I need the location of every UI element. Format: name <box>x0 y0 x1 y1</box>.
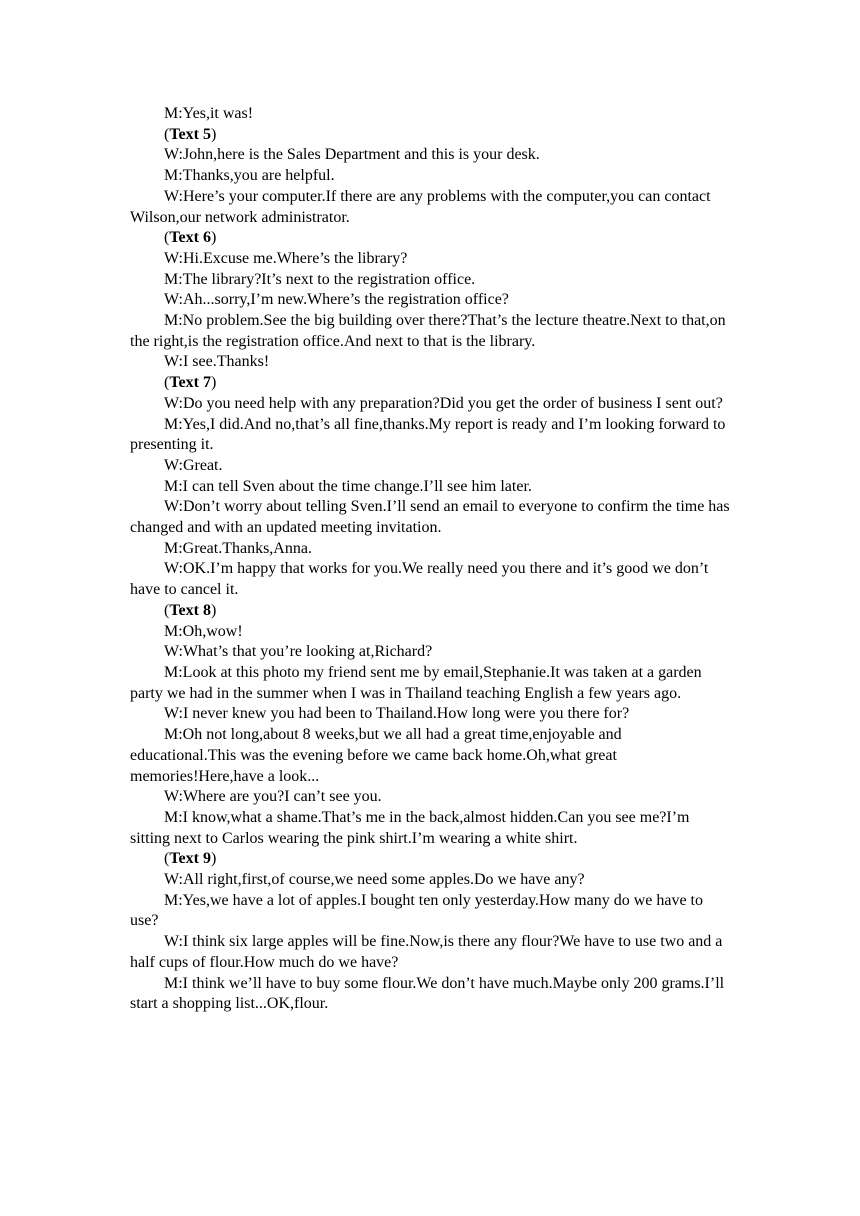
dialogue-line: W:Where are you?I can’t see you. <box>164 788 382 806</box>
dialogue-line: M:I think we’ll have to buy some flour.We don’t have much.Maybe only 200 grams.I’ll start a shopping list...OK,flour. <box>130 974 725 1013</box>
dialogue-line: M:Yes,we have a lot of apples.I bought ten only yesterday.How many do we have to use? <box>130 891 703 930</box>
dialogue-line: W:I never knew you had been to Thailand.How long were you there for? <box>164 705 630 723</box>
heading-label: Text 9 <box>169 850 211 868</box>
dialogue-line: M:No problem.See the big building over there?That’s the lecture theatre.Next to that,on the right,is the registration office.And next to that is the library. <box>130 312 726 350</box>
heading-label: Text 5 <box>169 125 211 143</box>
dialogue-line: W:Hi.Excuse me.Where’s the library? <box>164 249 408 267</box>
section-heading <box>130 849 730 870</box>
dialogue-line: M:Look at this photo my friend sent me by email,Stephanie.It was taken at a garden party we had in the summer when I was in Thailand teaching English a few years ago. <box>130 663 702 702</box>
dialogue-line: M:Yes,it was! <box>164 105 254 122</box>
dialogue-line: M:I know,what a shame.That’s me in the back,almost hidden.Can you see me?I’m sitting next to Carlos wearing the pink shirt.I’m wearing a white shirt. <box>130 808 690 847</box>
dialogue-line: M:Thanks,you are helpful. <box>164 167 335 185</box>
dialogue-line: W:All right,first,of course,we need some apples.Do we have any? <box>164 871 585 889</box>
heading-label: Text 7 <box>169 374 211 392</box>
heading-close-paren: ) <box>210 125 217 143</box>
dialogue-line: W:Great. <box>164 456 223 474</box>
dialogue-line: M:Yes,I did.And no,that’s all fine,thanks.My report is ready and I’m looking forward to presenting it. <box>130 415 726 454</box>
heading-open-paren: ( <box>164 850 170 868</box>
dialogue-line: W:I see.Thanks! <box>164 353 270 371</box>
heading-close-paren: ) <box>210 850 217 868</box>
dialogue-line: M:Oh not long,about 8 weeks,but we all had a great time,enjoyable and educational.This was the evening before we came back home.Oh,what great memories!Here,have a look... <box>130 726 622 785</box>
heading-label: Text 6 <box>169 229 211 247</box>
dialogue-line: W:I think six large apples will be fine.Now,is there any flour?We have to use two and a half cups of flour.How much do we have? <box>130 933 723 971</box>
heading-label: Text 8 <box>169 601 211 619</box>
heading-open-paren: ( <box>164 229 170 247</box>
heading-open-paren: ( <box>164 125 170 143</box>
section-heading <box>130 601 730 622</box>
dialogue-line: W:Ah...sorry,I’m new.Where’s the registration office? <box>164 291 509 309</box>
dialogue-line: M:The library?It’s next to the registration office. <box>164 270 476 288</box>
section-heading <box>130 125 730 146</box>
section-heading <box>130 228 730 249</box>
heading-close-paren: ) <box>210 601 217 619</box>
dialogue-line: W:What’s that you’re looking at,Richard? <box>164 643 433 661</box>
heading-close-paren: ) <box>210 229 217 247</box>
heading-open-paren: ( <box>164 374 170 392</box>
dialogue-line: W:Don’t worry about telling Sven.I’ll send an email to everyone to confirm the time has changed and with an updated meeting invitation. <box>130 498 730 537</box>
dialogue-line: W:Here’s your computer.If there are any problems with the computer,you can contact Wilson,our network administrator. <box>130 187 711 226</box>
dialogue-line: M:I can tell Sven about the time change.I’ll see him later. <box>164 477 532 495</box>
dialogue-line: M:Great.Thanks,Anna. <box>164 539 312 557</box>
dialogue-line: W:OK.I’m happy that works for you.We really need you there and it’s good we don’t have to cancel it. <box>130 560 709 599</box>
dialogue-line: W:John,here is the Sales Department and this is your desk. <box>164 146 540 164</box>
document-body <box>130 104 730 1015</box>
dialogue-line: W:Do you need help with any preparation?Did you get the order of business I sent out? <box>164 394 723 412</box>
heading-close-paren: ) <box>210 374 217 392</box>
dialogue-line: M:Oh,wow! <box>164 622 243 640</box>
heading-open-paren: ( <box>164 601 170 619</box>
section-heading <box>130 373 730 394</box>
